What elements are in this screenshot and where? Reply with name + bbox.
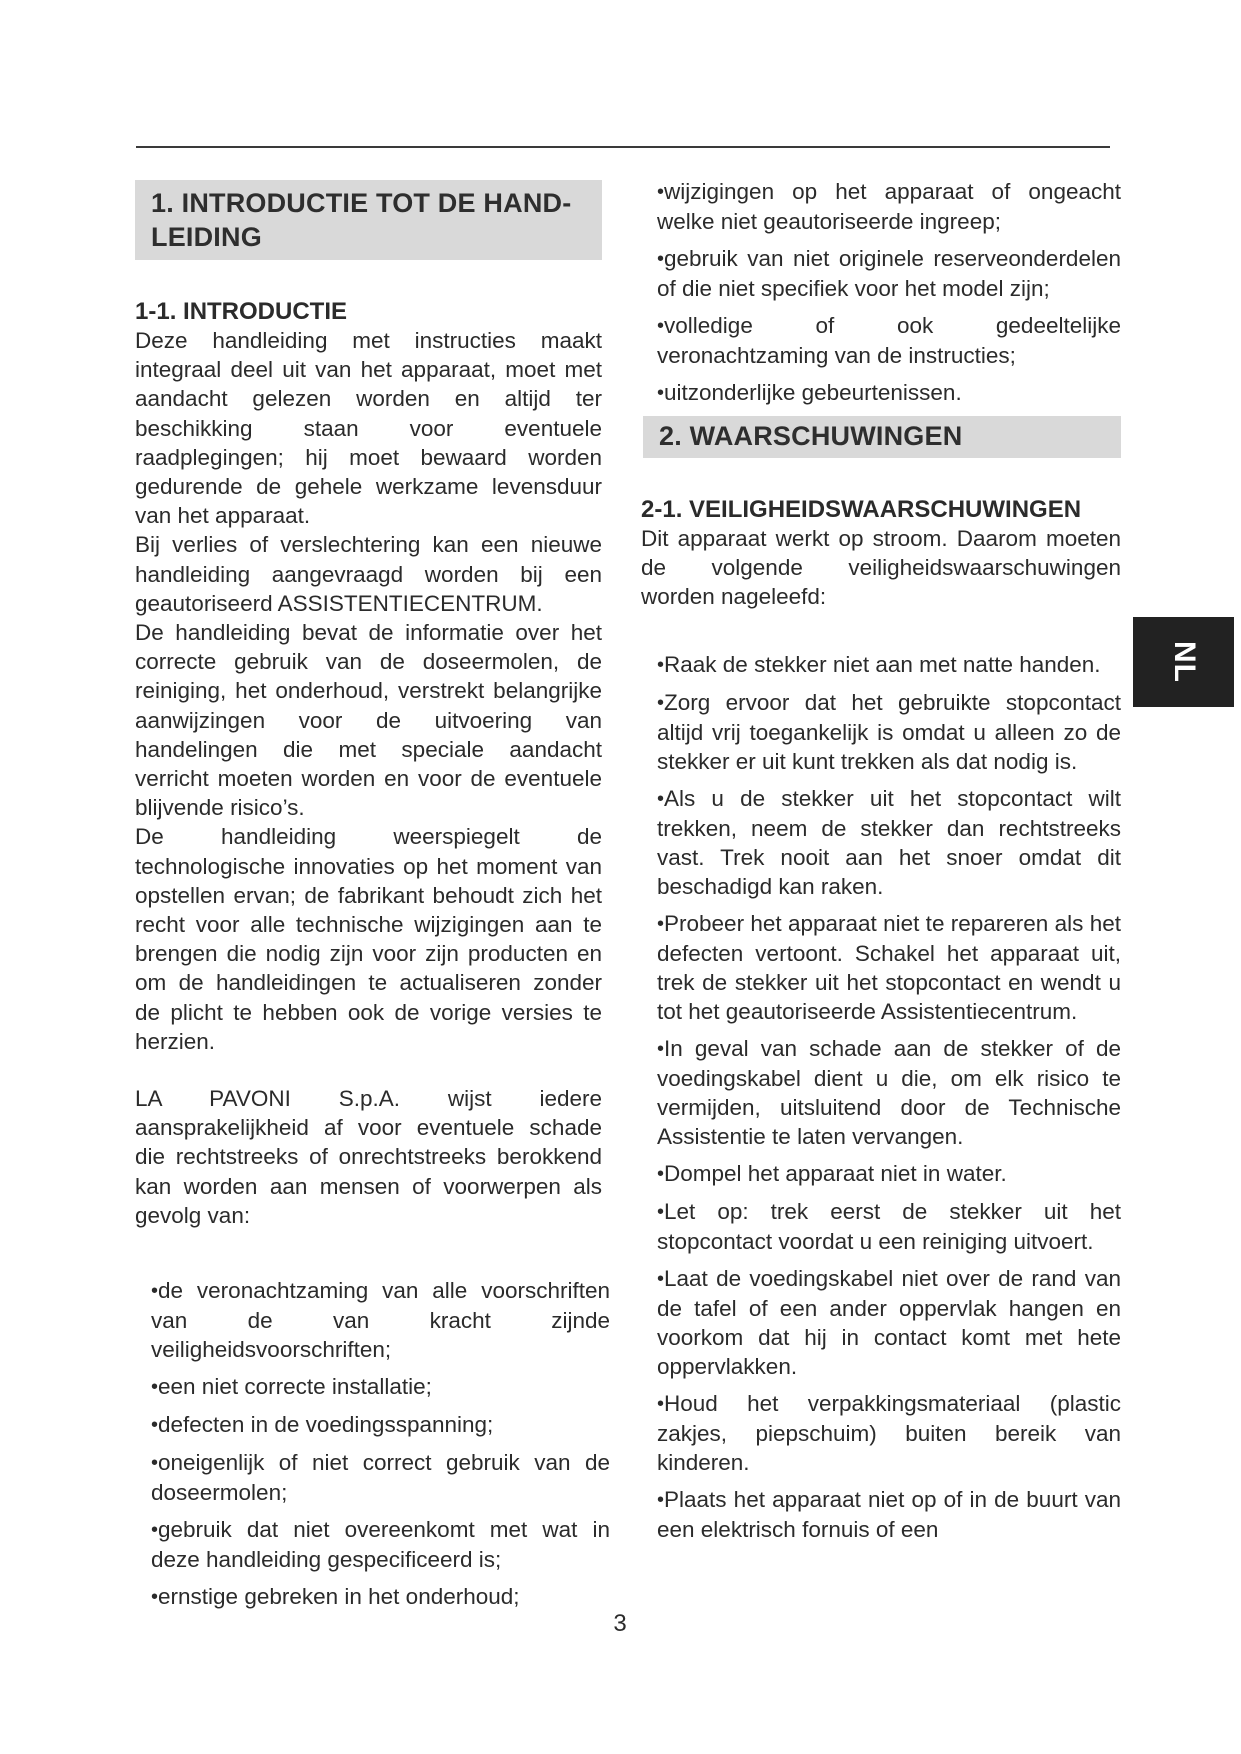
liability-list-right <box>657 177 1121 408</box>
bullet-icon: • <box>657 382 665 404</box>
section-1-heading <box>135 180 602 260</box>
bullet-icon: • <box>657 912 665 935</box>
list-item: •Zorg ervoor dat het gebruikte stopcontact altijd vrij toegankelijk is omdat u alleen zo de stekker er uit kunt trekken als dat nodig is. <box>657 689 1121 774</box>
liability-list-left <box>151 1276 610 1612</box>
list-item: •een niet correcte installatie; <box>151 1374 432 1400</box>
bullet-icon: • <box>657 691 665 714</box>
bullet-icon: • <box>151 1452 159 1475</box>
bullet-icon: • <box>657 315 665 337</box>
bullet-icon: • <box>657 1162 665 1185</box>
intro-paragraph-3: De handleiding bevat de informatie over het correcte gebruik van de doseermolen, de reiniging, het onderhoud, verstrekt belangrijke aanwijzingen voor de uitvoering van handelingen die met speciale aandacht verricht moeten worden en voor de eventuele blijvende risico’s. <box>135 620 602 821</box>
intro-paragraph-1: Deze handleiding met instructies maakt integraal deel uit van het apparaat, moet met aandacht gelezen worden en altijd ter beschikking staan voor eventuele raadplegingen; hij moet bewaard worden gedurende de gehele werkzame levensduur van het apparaat. <box>135 328 602 529</box>
list-item: •Raak de stekker niet aan met natte handen. <box>657 651 1101 677</box>
bullet-icon: • <box>657 787 665 810</box>
page-number: 3 <box>613 1610 627 1637</box>
intro-paragraph-4: De handleiding weerspiegelt de technologische innovaties op het moment van opstellen ervan; de fabrikant behoudt zich het recht voor alle technische wijzigingen aan te brengen die nodig zijn voor zijn producten en om de handleidingen te actualiseren zonder de plicht te hebben ook de vorige versies te herzien. <box>135 824 602 1054</box>
subsection-1-1-heading: 1-1. INTRODUCTIE <box>135 298 348 325</box>
section-1-title-line1: 1. INTRODUCTIE TOT DE HAND- <box>151 188 572 218</box>
list-item: •ernstige gebreken in het onderhoud; <box>151 1584 520 1610</box>
list-item: •gebruik van niet originele reserveonderdelen of die niet specifiek voor het model zijn; <box>657 246 1121 301</box>
left-column <box>135 180 610 1620</box>
list-item: •defecten in de voedingsspanning; <box>151 1412 494 1438</box>
section-1-title-line2: LEIDING <box>151 222 262 252</box>
bullet-icon: • <box>657 1488 665 1511</box>
list-item: •Laat de voedingskabel niet over de rand van de tafel of een ander oppervlak hangen en voorkom dat hij in contact komt met hete oppervlakken. <box>657 1265 1121 1379</box>
bullet-icon: • <box>657 1200 665 1223</box>
list-item: •gebruik dat niet overeenkomt met wat in deze handleiding gespecificeerd is; <box>151 1517 610 1573</box>
bullet-icon: • <box>657 653 665 676</box>
list-item: •volledige of ook gedeeltelijke veronachtzaming van de instructies; <box>657 313 1121 368</box>
list-item: •In geval van schade aan de stekker of de voedingskabel dient u die, om elk risico te vermijden, uitsluitend door de Technische Assistentie te laten vervangen. <box>657 1035 1121 1149</box>
section-2-heading: 2. WAARSCHUWINGEN <box>643 416 1121 458</box>
bullet-icon: • <box>657 181 665 203</box>
list-item: •Dompel het apparaat niet in water. <box>657 1160 1007 1186</box>
list-item: •Houd het verpakkingsmateriaal (plastic zakjes, piepschuim) buiten bereik van kinderen. <box>657 1390 1121 1475</box>
list-item: •oneigenlijk of niet correct gebruik van de doseermolen; <box>151 1450 610 1506</box>
bullet-icon: • <box>151 1414 159 1437</box>
list-item: •Let op: trek eerst de stekker uit het stopcontact voordat u een reiniging uitvoert. <box>657 1198 1121 1254</box>
bullet-icon: • <box>657 248 665 270</box>
list-item: •de veronachtzaming van alle voorschriften van de van kracht zijnde veiligheidsvoorschriften; <box>151 1278 610 1363</box>
list-item: •Probeer het apparaat niet te repareren als het defecten vertoont. Schakel het apparaat uit, trek de stekker uit het stopcontact en wendt u tot het geautoriseerde Assistentiecentrum. <box>657 910 1121 1024</box>
subsection-2-1-heading: 2-1. VEILIGHEIDSWAARSCHUWINGEN <box>641 496 1082 523</box>
bullet-icon: • <box>657 1267 665 1290</box>
list-item: •Als u de stekker uit het stopcontact wilt trekken, neem de stekker dan rechtstreeks vast. Trek nooit aan het snoer omdat dit beschadigd kan raken. <box>657 785 1121 899</box>
language-tab <box>1133 617 1234 707</box>
bullet-icon: • <box>151 1586 159 1609</box>
safety-intro-paragraph: Dit apparaat werkt op stroom. Daarom moeten de volgende veiligheidswaarschuwingen worden nageleefd: <box>641 526 1121 610</box>
safety-warnings-list <box>657 650 1121 1544</box>
bullet-icon: • <box>151 1280 159 1303</box>
bullet-icon: • <box>151 1376 159 1399</box>
list-item: •wijzigingen op het apparaat of ongeacht welke niet geautoriseerde ingreep; <box>657 179 1121 234</box>
language-tab-label: NL <box>1167 641 1201 683</box>
right-column <box>641 180 1121 1552</box>
list-item: •uitzonderlijke gebeurtenissen. <box>657 380 962 405</box>
intro-paragraph-2: Bij verlies of verslechtering kan een nieuwe handleiding aangevraagd worden bij een geautoriseerd ASSISTENTIECENTRUM. <box>135 532 602 616</box>
header-rule <box>136 146 1110 148</box>
bullet-icon: • <box>151 1519 159 1542</box>
bullet-icon: • <box>657 1392 665 1415</box>
liability-paragraph: LA PAVONI S.p.A. wijst iedere aansprakelijkheid af voor eventuele schade die rechtstreeks of onrechtstreeks berokkend kan worden aan mensen of voorwerpen als gevolg van: <box>135 1086 602 1228</box>
list-item: •Plaats het apparaat niet op of in de buurt van een elektrisch fornuis of een <box>657 1486 1121 1542</box>
bullet-icon: • <box>657 1037 665 1060</box>
